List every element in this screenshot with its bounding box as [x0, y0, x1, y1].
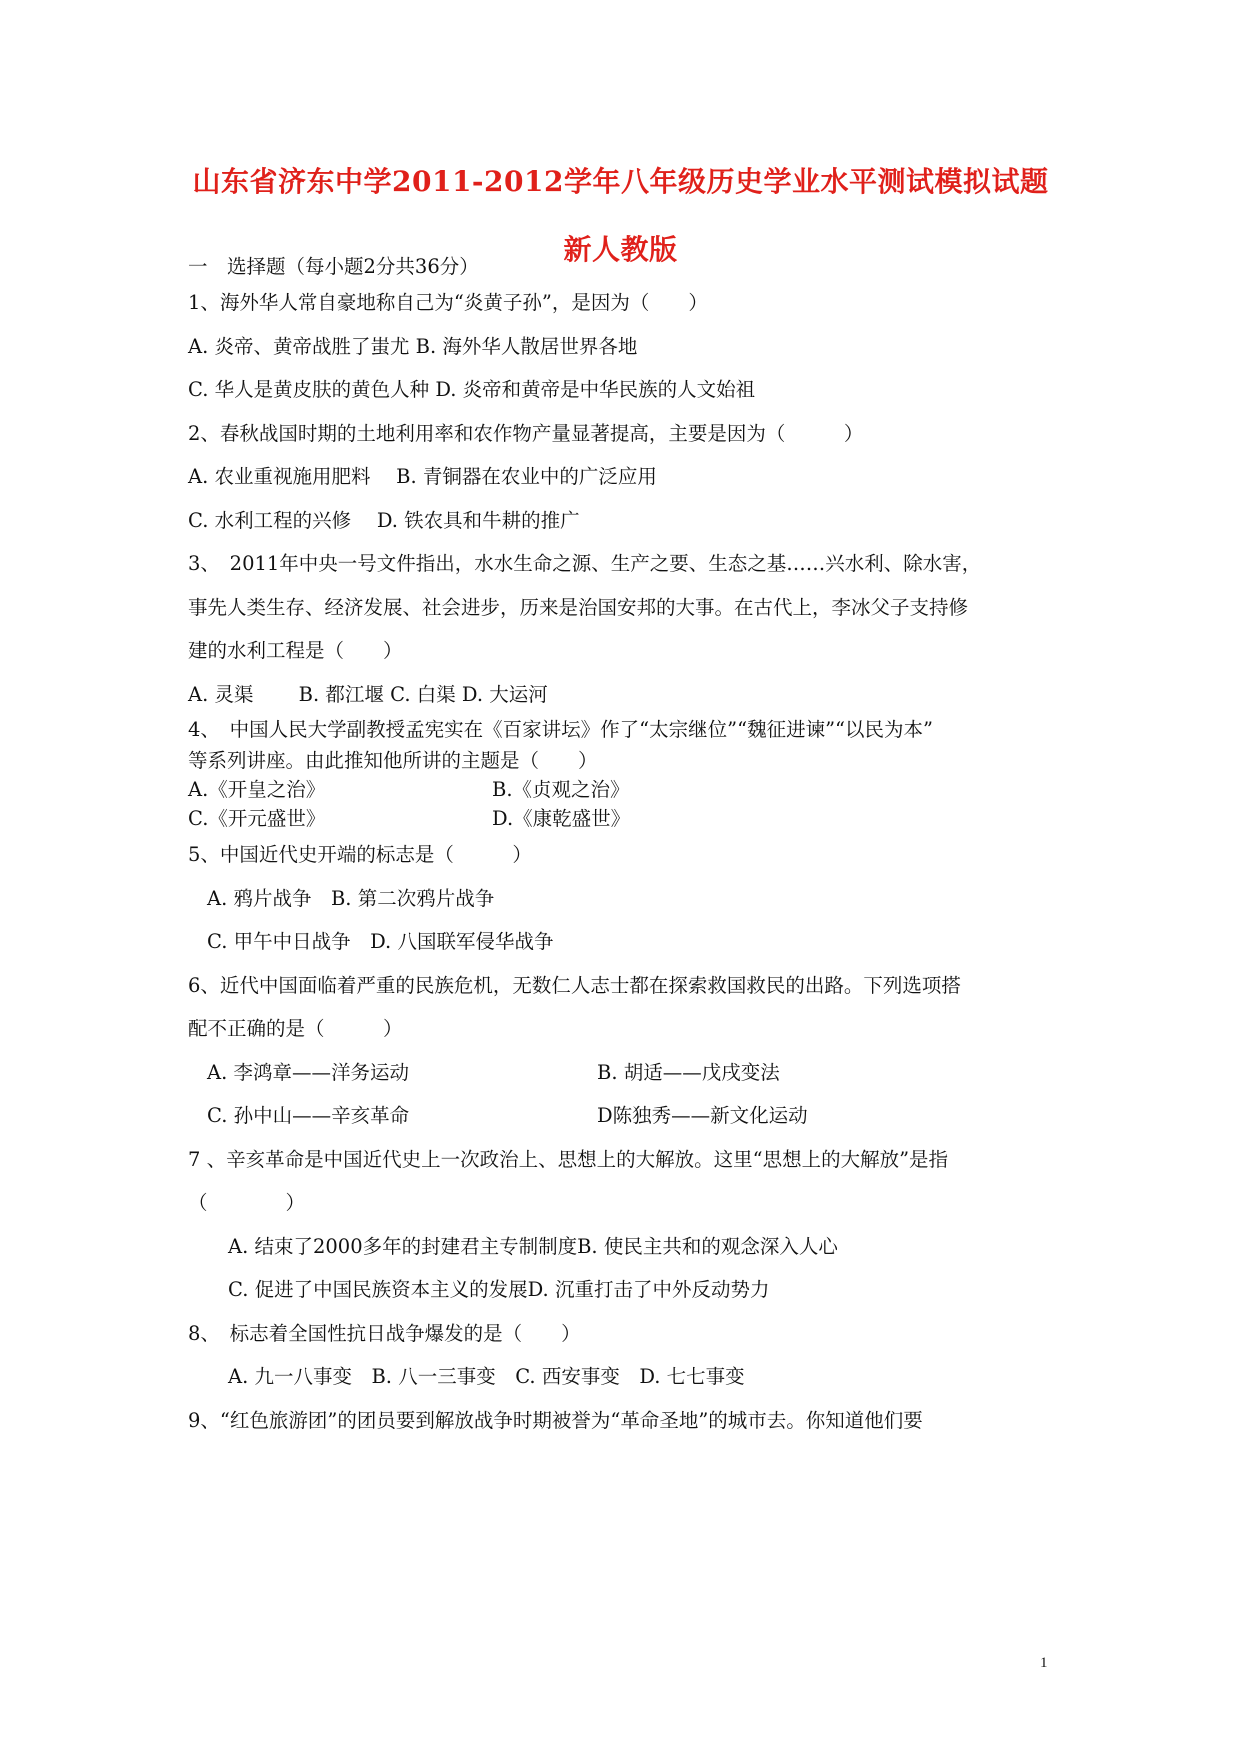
question-6-option-a: A. 李鸿章——洋务运动 — [207, 1061, 409, 1084]
question-4-option-c: C.《开元盛世》 — [188, 807, 326, 830]
question-8-options: A. 九一八事变 B. 八一三事变 C. 西安事变 D. 七七事变 — [228, 1365, 745, 1388]
question-5-options-cd: C. 甲午中日战争 D. 八国联军侵华战争 — [207, 930, 554, 953]
question-7-stem-line-2: （ ） — [188, 1191, 306, 1214]
question-1-stem: 1、海外华人常自豪地称自己为“炎黄子孙”，是因为（ ） — [188, 291, 708, 314]
document-title-line-1: 山东省济东中学2011-2012学年八年级历史学业水平测试模拟试题 — [192, 165, 1049, 198]
question-4-option-a: A.《开皇之治》 — [188, 778, 326, 801]
question-6-option-b: B. 胡适——戊戌变法 — [597, 1061, 780, 1084]
question-1-options-cd: C. 华人是黄皮肤的黄色人种 D. 炎帝和黄帝是中华民族的人文始祖 — [188, 378, 756, 401]
question-3-stem-line-1: 3、 2011年中央一号文件指出，水水生命之源、生产之要、生态之基……兴水利、除水害， — [188, 552, 982, 575]
question-7-stem-line-1: 7 、辛亥革命是中国近代史上一次政治上、思想上的大解放。这里“思想上的大解放”是指 — [188, 1148, 949, 1171]
question-4-stem-line-1: 4、 中国人民大学副教授孟宪实在《百家讲坛》作了“太宗继位”“魏征进谏”“以民为本” — [188, 718, 933, 741]
question-6-stem-line-2: 配不正确的是（ ） — [188, 1017, 403, 1040]
question-5-stem: 5、中国近代史开端的标志是（ ） — [188, 843, 532, 866]
document-title-line-2: 新人教版 — [563, 233, 678, 266]
question-3-stem-line-3: 建的水利工程是（ ） — [188, 639, 403, 662]
question-3-options: A. 灵渠 B. 都江堰 C. 白渠 D. 大运河 — [188, 683, 548, 706]
question-6-option-d: D陈独秀——新文化运动 — [597, 1104, 808, 1127]
question-4-stem-line-2: 等系列讲座。由此推知他所讲的主题是（ ） — [188, 749, 598, 772]
page-number: 1 — [1040, 1655, 1048, 1671]
question-8-stem: 8、 标志着全国性抗日战争爆发的是（ ） — [188, 1322, 581, 1345]
question-5-options-ab: A. 鸦片战争 B. 第二次鸦片战争 — [207, 887, 495, 910]
question-3-stem-line-2: 事先人类生存、经济发展、社会进步，历来是治国安邦的大事。在古代上，李冰父子支持修 — [188, 596, 969, 619]
question-2-options-ab: A. 农业重视施用肥料 B. 青铜器在农业中的广泛应用 — [188, 465, 657, 488]
question-7-options-cd: C. 促进了中国民族资本主义的发展D. 沉重打击了中外反动势力 — [228, 1278, 770, 1301]
section-heading: 一 选择题（每小题2分共36分） — [188, 255, 479, 278]
question-4-option-b: B.《贞观之治》 — [492, 778, 630, 801]
question-9-stem: 9、“红色旅游团”的团员要到解放战争时期被誉为“革命圣地”的城市去。你知道他们要 — [188, 1409, 923, 1432]
question-7-options-ab: A. 结束了2000多年的封建君主专制制度B. 使民主共和的观念深入人心 — [228, 1235, 838, 1258]
question-4-option-d: D.《康乾盛世》 — [492, 807, 631, 830]
question-1-options-ab: A. 炎帝、黄帝战胜了蚩尤 B. 海外华人散居世界各地 — [188, 335, 638, 358]
question-6-option-c: C. 孙中山——辛亥革命 — [207, 1104, 410, 1127]
question-2-options-cd: C. 水利工程的兴修 D. 铁农具和牛耕的推广 — [188, 509, 580, 532]
question-2-stem: 2、春秋战国时期的土地利用率和农作物产量显著提高，主要是因为（ ） — [188, 422, 864, 445]
question-6-stem-line-1: 6、近代中国面临着严重的民族危机，无数仁人志士都在探索救国救民的出路。下列选项搭 — [188, 974, 961, 997]
